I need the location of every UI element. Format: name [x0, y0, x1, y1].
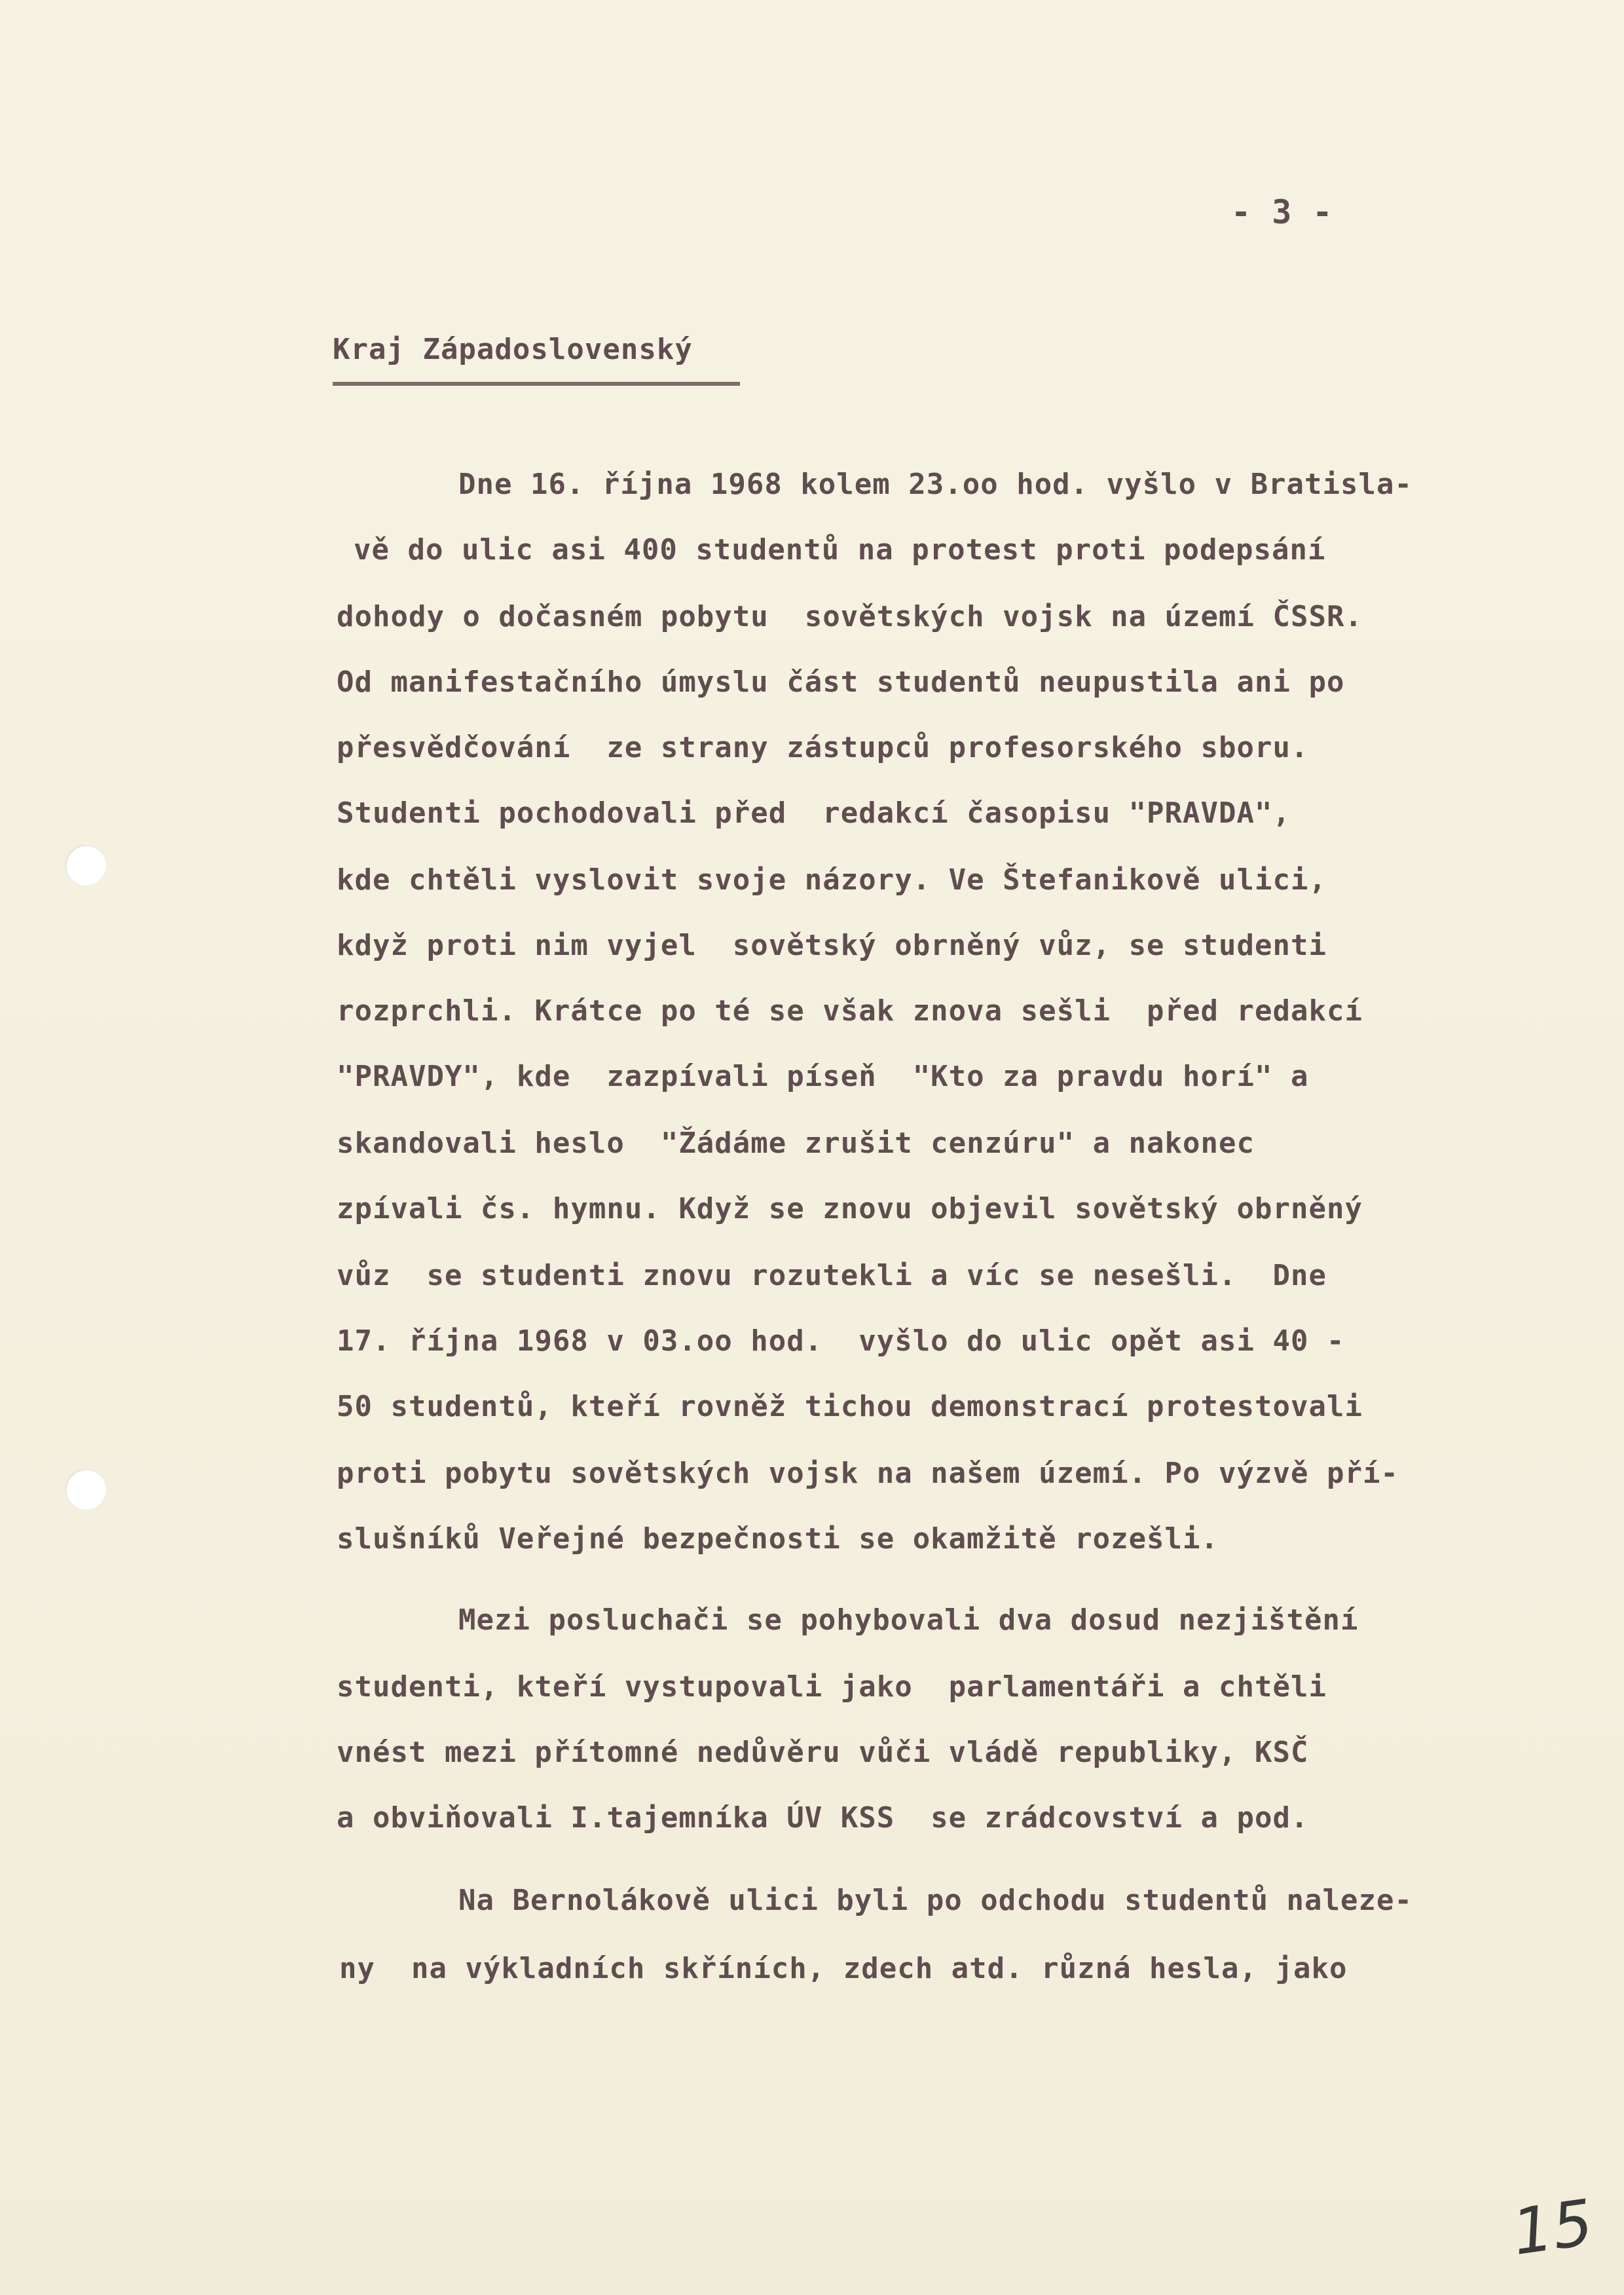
text-line: Od manifestačního úmyslu část studentů neupustila ani po: [337, 665, 1345, 699]
text-line: dohody o dočasném pobytu sovětských vojsk na území ČSSR.: [337, 600, 1363, 633]
text-line: ny na výkladních skříních, zdech atd. různá hesla, jako: [339, 1952, 1348, 1985]
text-line: zpívali čs. hymnu. Když se znovu objevil sovětský obrněný: [337, 1192, 1363, 1225]
text-line: Dne 16. října 1968 kolem 23.oo hod. vyšlo v Bratisla-: [458, 468, 1412, 501]
text-line: vnést mezi přítomné nedůvěru vůči vládě republiky, KSČ: [337, 1736, 1309, 1769]
text-line: Mezi posluchači se pohybovali dva dosud nezjištění: [458, 1603, 1359, 1637]
text-line: slušníků Veřejné bezpečnosti se okamžitě rozešli.: [337, 1522, 1219, 1556]
text-line: skandovali heslo "Žádáme zrušit cenzúru" a nakonec: [337, 1127, 1255, 1160]
text-line: 17. října 1968 v 03.oo hod. vyšlo do ulic opět asi 40 -: [337, 1324, 1345, 1358]
punch-hole-top: [65, 845, 106, 886]
punch-hole-bottom: [65, 1469, 106, 1510]
text-line: vůz se studenti znovu rozutekli a víc se nesešli. Dne: [337, 1259, 1327, 1292]
heading-underline: [333, 382, 740, 386]
text-line: proti pobytu sovětských vojsk na našem území. Po výzvě pří-: [337, 1457, 1399, 1490]
handwritten-sheet-number: 15: [1507, 2186, 1598, 2269]
text-line: studenti, kteří vystupovali jako parlamentáři a chtěli: [337, 1670, 1327, 1704]
section-heading: Kraj Západoslovenský: [333, 333, 693, 366]
text-line: vě do ulic asi 400 studentů na protest proti podepsání: [354, 533, 1326, 567]
text-line: kde chtěli vyslovit svoje názory. Ve Štefanikově ulici,: [337, 863, 1327, 897]
text-line: když proti nim vyjel sovětský obrněný vůz, se studenti: [337, 929, 1327, 962]
text-line: 50 studentů, kteří rovněž tichou demonstrací protestovali: [337, 1390, 1363, 1423]
page-number: - 3 -: [1231, 193, 1333, 231]
text-line: rozprchli. Krátce po té se však znova sešli před redakcí: [337, 994, 1363, 1028]
text-line: "PRAVDY", kde zazpívali píseň "Kto za pravdu horí" a: [337, 1060, 1309, 1093]
text-line: Studenti pochodovali před redakcí časopisu "PRAVDA",: [337, 796, 1291, 830]
text-line: Na Bernolákově ulici byli po odchodu studentů naleze-: [458, 1884, 1412, 1917]
text-line: přesvědčování ze strany zástupců profesorského sboru.: [337, 731, 1309, 764]
text-line: a obviňovali I.tajemníka ÚV KSS se zrádcovství a pod.: [337, 1801, 1309, 1835]
